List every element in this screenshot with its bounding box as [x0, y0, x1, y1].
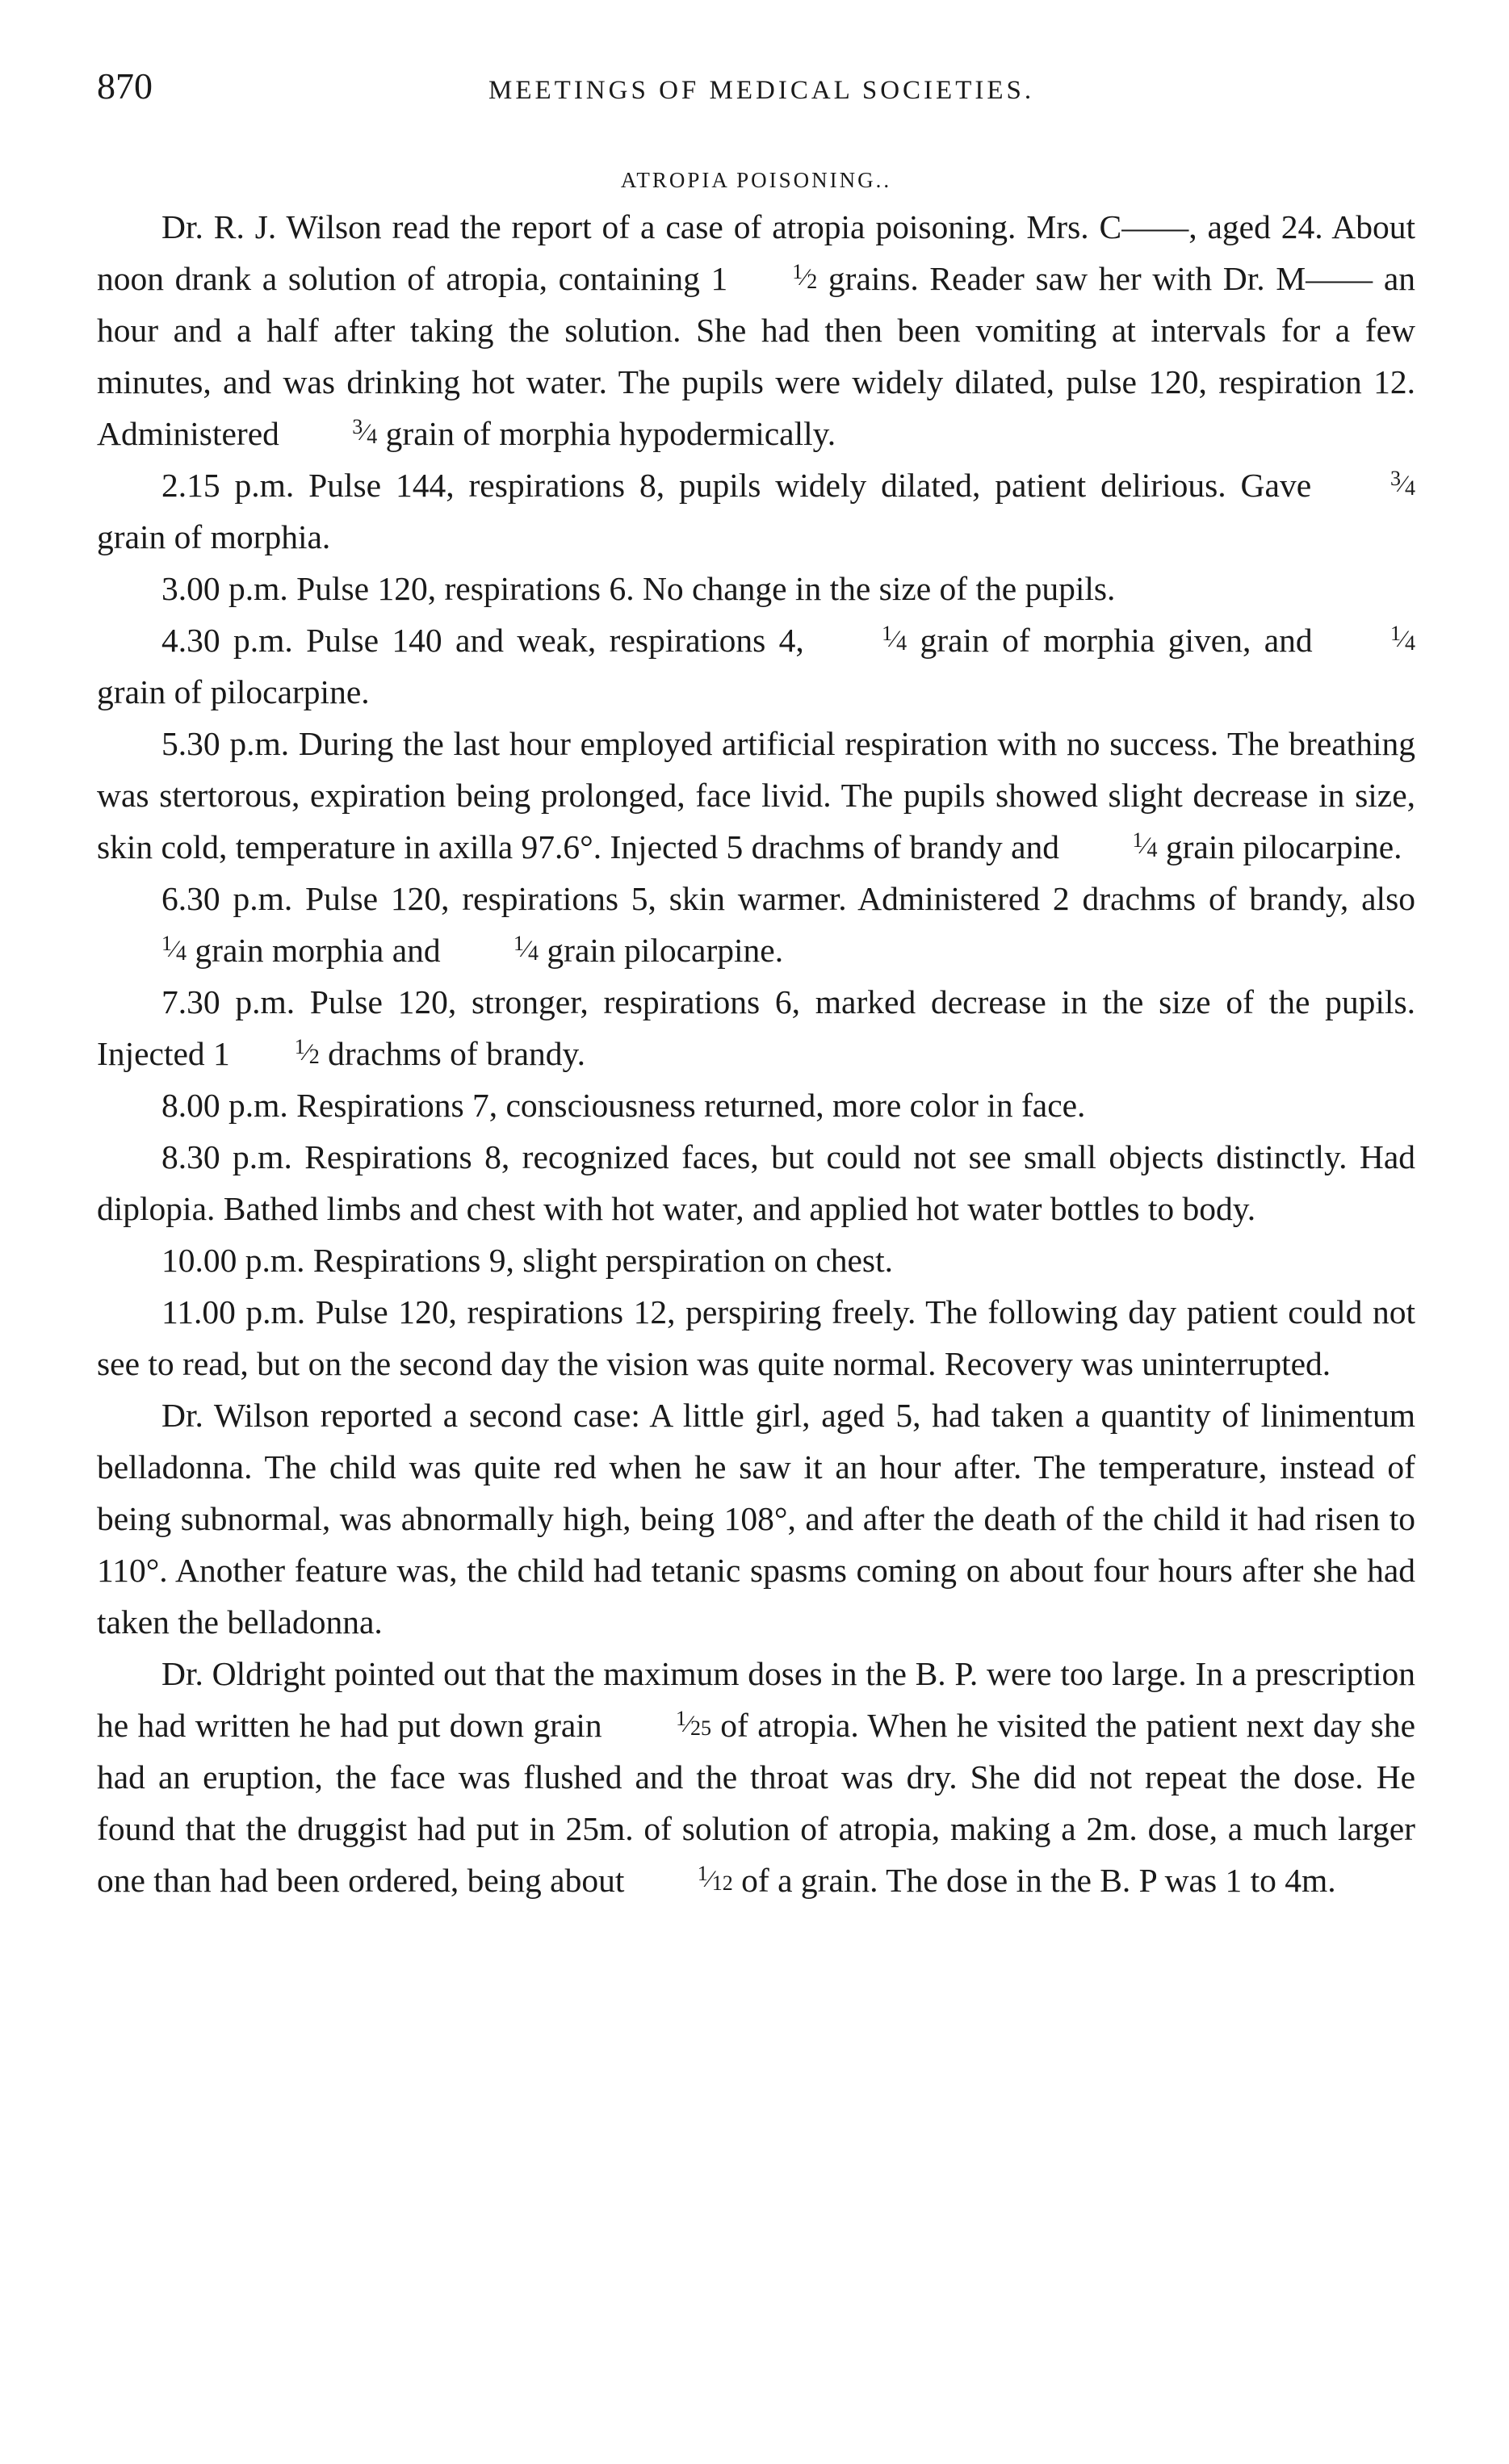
fraction-denominator: 4 [528, 941, 539, 965]
fraction-numerator: 1 [161, 932, 172, 955]
fraction-numerator: 1 [1390, 622, 1401, 645]
fraction-denominator: 2 [308, 1045, 320, 1068]
text-run: Dr. Wilson reported a second case: A little girl, aged 5, had taken a quantity of linimentum belladonna. The child was quite red when he saw it an hour after. The temperature, instead of being subnormal, was abnormally high, being 108°, and after the death of the child it had risen to 110°. Another feature was, the child had tetanic spasms coming on about four hours after she had taken the belladonna. [97, 1397, 1415, 1641]
section-title: ATROPIA POISONING.. [620, 168, 892, 192]
fraction: 1⁄25 [675, 1707, 711, 1740]
paragraph [97, 976, 1415, 1079]
fraction-denominator: 4 [1146, 838, 1158, 861]
fraction-numerator: 1 [792, 260, 803, 283]
text-run: of atropia. When he visited the patient next day she had an eruption, the face was flushed and the throat was dry. She did not repeat the dose. He found that the druggist had put in 25m. of solution of atropia, making a 2m. dose, a much larger one than had been ordered, being about [97, 1707, 1415, 1899]
page-number: 870 [97, 65, 153, 107]
fraction-denominator: 4 [1405, 476, 1415, 500]
fraction-numerator: 1 [675, 1707, 686, 1730]
fraction: 1⁄2 [294, 1035, 320, 1068]
fraction-numerator: 1 [697, 1862, 708, 1885]
fraction-numerator: 3 [352, 415, 363, 438]
text-run: grain of morphia given, and [907, 622, 1326, 659]
paragraph [97, 201, 1415, 459]
running-title: MEETINGS OF MEDICAL SOCIETIES. [488, 76, 1035, 105]
paragraph [97, 1648, 1415, 1906]
text-run: 8.30 p.m. Respirations 8, recognized faces, but could not see small objects distinctly. Had diplopia. Bathed limbs and chest with hot water, and applied hot water bottles to body. [97, 1138, 1415, 1227]
fraction-numerator: 1 [513, 932, 525, 955]
text-run: 5.30 p.m. During the last hour employed artificial respiration with no success. The breathing was stertorous, expiration being prolonged, face livid. The pupils showed slight decrease in size, skin cold, temperature in axilla 97.6°. Injected 5 drachms of brandy and [97, 725, 1415, 865]
paragraph [97, 563, 1415, 614]
text-run: grain pilocarpine. [1157, 828, 1402, 865]
fraction: 1⁄4 [882, 622, 907, 655]
text-run: Dr. R. J. Wilson read the report of a case of atropia poisoning. Mrs. C——, aged 24. About noon drank a solution of atropia, containing 1 [97, 208, 1415, 297]
text-run: 2.15 p.m. Pulse 144, respirations 8, pupils widely dilated, patient delirious. Gave [161, 467, 1326, 504]
fraction-denominator: 4 [896, 631, 907, 655]
fraction-numerator: 1 [882, 622, 893, 645]
paragraph [97, 1286, 1415, 1389]
text-run: grain of morphia hypodermically. [377, 415, 836, 452]
fraction-numerator: 1 [294, 1035, 305, 1058]
fraction: 1⁄4 [161, 932, 187, 965]
fraction-denominator: 4 [176, 941, 187, 965]
text-run: 8.00 p.m. Respirations 7, consciousness returned, more color in face. [161, 1087, 1086, 1124]
article-body [97, 201, 1415, 1906]
fraction-denominator: 12 [711, 1871, 733, 1895]
paragraph [97, 1079, 1415, 1131]
fraction-denominator: 4 [1405, 631, 1415, 655]
text-run: 4.30 p.m. Pulse 140 and weak, respirations 4, [161, 622, 818, 659]
fraction: 1⁄2 [792, 260, 818, 293]
text-run: 7.30 p.m. Pulse 120, stronger, respirations 6, marked decrease in the size of the pupils. Injected 1 [97, 983, 1415, 1072]
fraction-denominator: 25 [690, 1716, 711, 1740]
paragraph [97, 1389, 1415, 1648]
text-run: grain pilocarpine. [539, 932, 784, 969]
fraction-numerator: 3 [1390, 467, 1401, 490]
fraction: 3⁄4 [352, 415, 378, 448]
text-run: Dr. Oldright pointed out that the maximum doses in the B. P. were too large. In a prescription he had written he had put down grain [97, 1655, 1415, 1744]
text-run: grain of pilocarpine. [97, 673, 370, 710]
text-run: 6.30 p.m. Pulse 120, respirations 5, skin warmer. Administered 2 drachms of brandy, also [161, 880, 1415, 917]
running-head [97, 65, 1415, 121]
text-run: grains. Reader saw her with Dr. M—— an hour and a half after taking the solution. She had then been vomiting at intervals for a few minutes, and was drinking hot water. The pupils were widely dilated, pulse 120, respiration 12. Administered [97, 260, 1415, 452]
text-run: of a grain. The dose in the B. P was 1 to 4m. [732, 1862, 1336, 1899]
text-run: 10.00 p.m. Respirations 9, slight perspiration on chest. [161, 1242, 893, 1279]
paragraph [97, 873, 1415, 976]
text-run: grain of morphia. [97, 518, 331, 555]
fraction: 1⁄4 [1132, 828, 1158, 861]
fraction: 1⁄4 [513, 932, 539, 965]
paragraph [97, 614, 1415, 718]
text-run: 11.00 p.m. Pulse 120, respirations 12, perspiring freely. The following day patient could not see to read, but on the second day the vision was quite normal. Recovery was uninterrupted. [97, 1293, 1415, 1382]
fraction: 1⁄4 [1390, 622, 1415, 655]
paragraph [97, 1234, 1415, 1286]
paragraph [97, 459, 1415, 563]
fraction-denominator: 4 [367, 425, 378, 448]
text-run: grain morphia and [187, 932, 450, 969]
fraction: 3⁄4 [1390, 467, 1415, 500]
paragraph [97, 1131, 1415, 1234]
text-run: 3.00 p.m. Pulse 120, respirations 6. No change in the size of the pupils. [161, 570, 1116, 607]
text-run: drachms of brandy. [319, 1035, 585, 1072]
fraction: 1⁄12 [697, 1862, 733, 1895]
paragraph [97, 718, 1415, 873]
fraction-numerator: 1 [1132, 828, 1143, 852]
fraction-denominator: 2 [807, 270, 818, 293]
